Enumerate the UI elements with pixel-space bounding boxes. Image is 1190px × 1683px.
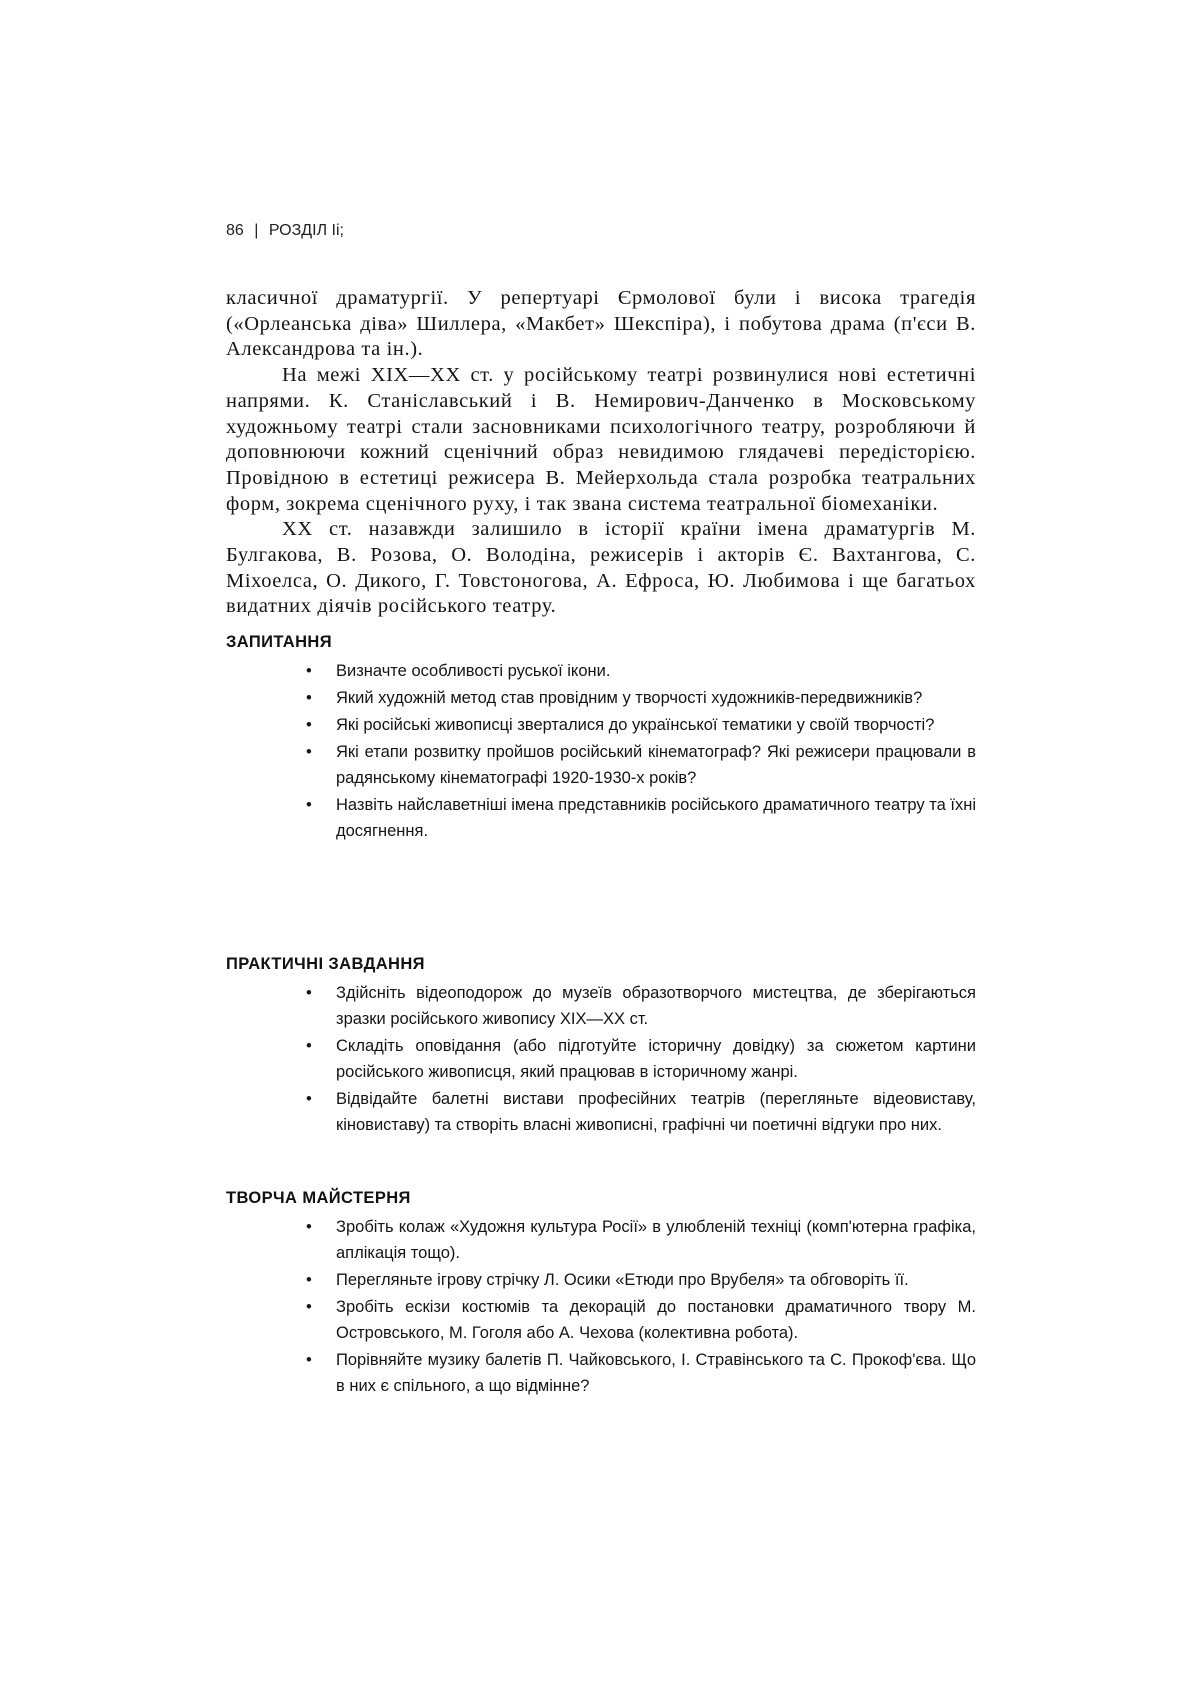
practical-section xyxy=(226,955,976,1139)
list-item: • Визначте особливості руської ікони. xyxy=(226,658,976,684)
bullet-icon: • xyxy=(306,1037,312,1055)
workshop-section xyxy=(226,1189,976,1400)
bullet-icon: • xyxy=(306,984,312,1002)
bullet-icon: • xyxy=(306,1090,312,1108)
list-item: • Складіть оповідання (або підготуйте історичну довідку) за сюжетом картини російського живописця, який працював в історичному жанрі. xyxy=(226,1033,976,1085)
list-item: • Здійсніть відеоподорож до музеїв образотворчого мистецтва, де зберігаються зразки російського живопису XIX—XX ст. xyxy=(226,980,976,1032)
bullet-icon: • xyxy=(306,662,312,680)
questions-heading: ЗАПИТАННЯ xyxy=(226,633,332,651)
paragraph-3: XX ст. назавжди залишило в історії країни імена драматургів М. Булгакова, В. Розова, О. Володіна, режисерів і акторів Є. Вахтангова, С. Міхоелса, О. Дикого, Г. Товстоногова, А. Ефроса, Ю. Любимова і ще багатьох видатних діячів російського театру. xyxy=(226,518,976,618)
list-item: • Порівняйте музику балетів П. Чайковського, І. Стравінського та С. Прокоф'єва. Що в них є спільного, а що відмінне? xyxy=(226,1347,976,1399)
workshop-heading: ТВОРЧА МАЙСТЕРНЯ xyxy=(226,1189,411,1207)
bullet-icon: • xyxy=(306,716,312,734)
body-text xyxy=(226,286,976,620)
practical-list xyxy=(226,980,976,1138)
list-item: • Перегляньте ігрову стрічку Л. Осики «Етюди про Врубеля» та обговоріть її. xyxy=(226,1267,976,1293)
bullet-icon: • xyxy=(306,1351,312,1369)
paragraph-2: На межі XIX—XX ст. у російському театрі розвинулися нові естетичні напрями. К. Станіславський і В. Немирович-Данченко в Московському художньому театрі стали засновниками психологічного театру, розробляючи й доповнюючи кожний сценічний образ невидимою глядачеві передісторією. Провідною в естетиці режисера В. Мейерхольда стала розробка театральних форм, зокрема сценічного руху, і так звана система театральної біомеханіки. xyxy=(226,364,976,515)
practical-heading: ПРАКТИЧНІ ЗАВДАННЯ xyxy=(226,955,425,973)
page-number: 86 xyxy=(226,222,244,239)
bullet-icon: • xyxy=(306,796,312,814)
list-item: • Які російські живописці зверталися до української тематики у своїй творчості? xyxy=(226,712,976,738)
list-item: • Який художній метод став провідним у творчості художників-передвижників? xyxy=(226,685,976,711)
questions-list xyxy=(226,658,976,844)
bullet-icon: • xyxy=(306,689,312,707)
header-separator: | xyxy=(254,222,259,239)
list-item: • Зробіть колаж «Художня культура Росії» в улюбленій техніці (комп'ютерна графіка, аплікація тощо). xyxy=(226,1214,976,1266)
list-item: • Зробіть ескізи костюмів та декорацій до постановки драматичного твору М. Островського, М. Гоголя або А. Чехова (колективна робота). xyxy=(226,1294,976,1346)
running-header xyxy=(226,222,344,240)
list-item: • Назвіть найславетніші імена представників російського драматичного театру та їхні досягнення. xyxy=(226,792,976,844)
list-item: • Які етапи розвитку пройшов російський кінематограф? Які режисери працювали в радянському кінематографі 1920-1930-х років? xyxy=(226,739,976,791)
workshop-list xyxy=(226,1214,976,1399)
list-item: • Відвідайте балетні вистави професійних театрів (перегляньте відеовиставу, кіновиставу) та створіть власні живописні, графічні чи поетичні відгуки про них. xyxy=(226,1086,976,1138)
questions-section xyxy=(226,633,976,845)
bullet-icon: • xyxy=(306,1218,312,1236)
paragraph-1: класичної драматургії. У репертуарі Єрмолової були і висока трагедія («Орлеанська діва» Шиллера, «Макбет» Шекспіра), і побутова драма (п'єси В. Александрова та ін.). xyxy=(226,287,976,361)
bullet-icon: • xyxy=(306,1298,312,1316)
bullet-icon: • xyxy=(306,1271,312,1289)
section-label: РОЗДІЛ Іі; xyxy=(268,222,344,239)
bullet-icon: • xyxy=(306,743,312,761)
